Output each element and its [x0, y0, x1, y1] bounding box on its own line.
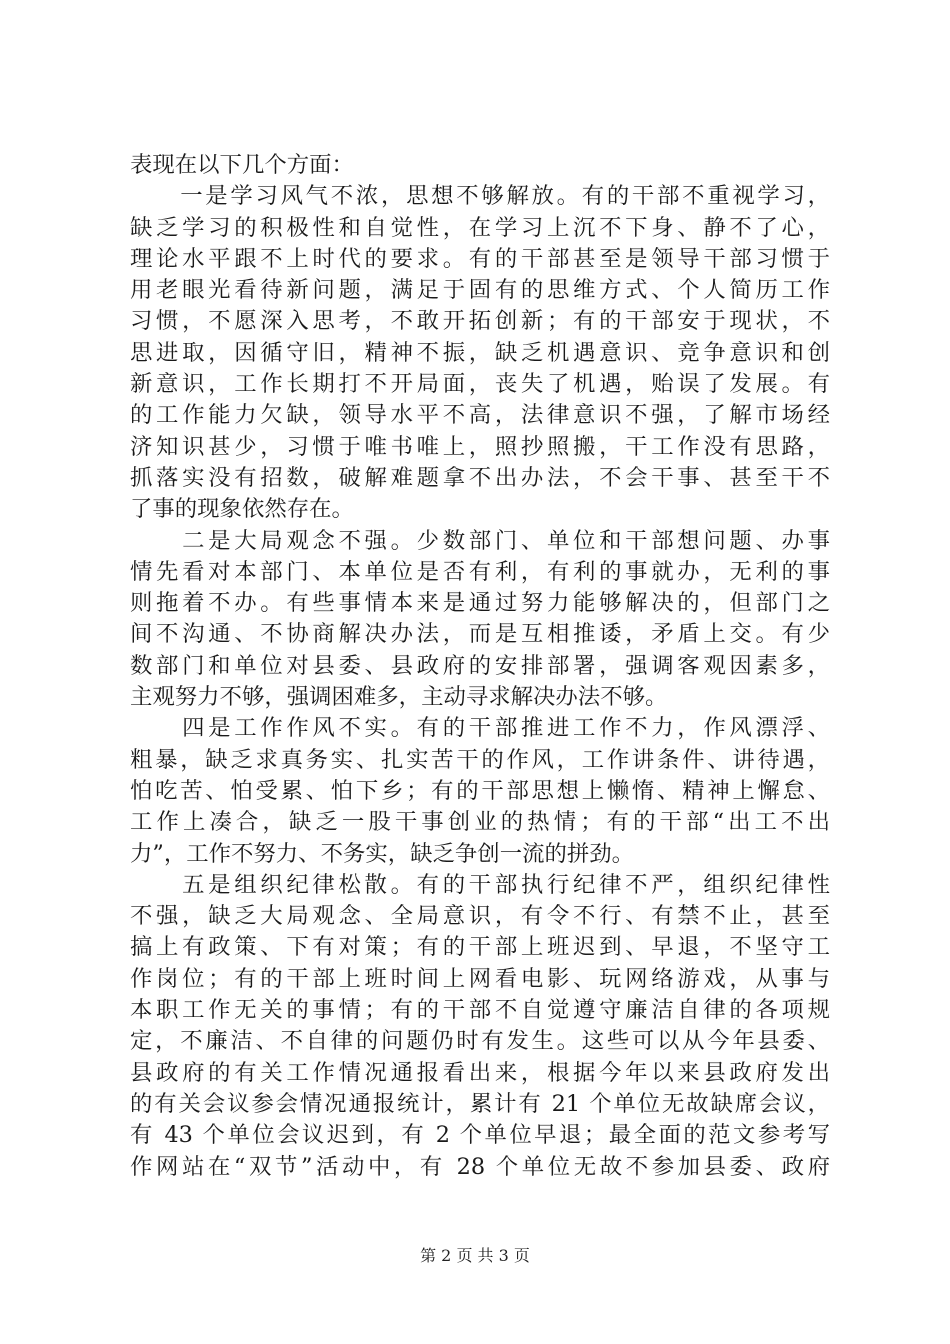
text-line: 数部门和单位对县委、县政府的安排部署，强调客观因素多，	[130, 652, 830, 679]
text-line: 粗暴，缺乏求真务实、扎实苦干的作风，工作讲条件、讲待遇，	[130, 746, 830, 773]
text-line: 了事的现象依然存在。	[130, 496, 354, 523]
page-footer: 第 2 页 共 3 页	[420, 1246, 530, 1265]
text-line: 作网站在“双节”活动中，有 28 个单位无故不参加县委、政府	[130, 1153, 830, 1180]
text-line: 一是学习风气不浓，思想不够解放。有的干部不重视学习，	[130, 183, 830, 210]
text-line: 习惯，不愿深入思考，不敢开拓创新；有的干部安于现状，不	[130, 308, 830, 335]
text-line: 县政府的有关工作情况通报看出来，根据今年以来县政府发出	[130, 1059, 830, 1086]
text-line: 四是工作作风不实。有的干部推进工作不力，作风漂浮、	[130, 715, 830, 742]
text-line: 定，不廉洁、不自律的问题仍时有发生。这些可以从今年县委、	[130, 1028, 830, 1055]
text-line: 五是组织纪律松散。有的干部执行纪律不严，组织纪律性	[130, 871, 830, 898]
text-line: 力”，工作不努力、不务实，缺乏争创一流的拼劲。	[130, 840, 635, 867]
text-line: 作岗位；有的干部上班时间上网看电影、玩网络游戏，从事与	[130, 965, 830, 992]
text-line: 间不沟通、不协商解决办法，而是互相推诿，矛盾上交。有少	[130, 621, 830, 648]
text-line: 新意识，工作长期打不开局面，丧失了机遇，贻误了发展。有	[130, 371, 830, 398]
text-line: 搞上有政策、下有对策；有的干部上班迟到、早退，不坚守工	[130, 934, 830, 961]
text-line: 二是大局观念不强。少数部门、单位和干部想问题、办事	[130, 527, 830, 554]
text-line: 不强，缺乏大局观念、全局意识，有令不行、有禁不止，甚至	[130, 903, 830, 930]
text-line: 本职工作无关的事情；有的干部不自觉遵守廉洁自律的各项规	[130, 997, 830, 1024]
text-line: 抓落实没有招数，破解难题拿不出办法，不会干事、甚至干不	[130, 464, 830, 491]
text-line: 主观努力不够，强调困难多，主动寻求解决办法不够。	[130, 684, 668, 711]
text-line: 情先看对本部门、本单位是否有利，有利的事就办，无利的事	[130, 558, 830, 585]
text-line: 理论水平跟不上时代的要求。有的干部甚至是领导干部习惯于	[130, 245, 830, 272]
text-line: 怕吃苦、怕受累、怕下乡；有的干部思想上懒惰、精神上懈怠、	[130, 777, 830, 804]
text-line: 用老眼光看待新问题，满足于固有的思维方式、个人简历工作	[130, 277, 830, 304]
text-line: 表现在以下几个方面：	[130, 152, 354, 178]
text-line: 的工作能力欠缺，领导水平不高，法律意识不强，了解市场经	[130, 402, 830, 429]
text-line: 则拖着不办。有些事情本来是通过努力能够解决的，但部门之	[130, 590, 830, 617]
text-line: 工作上凑合，缺乏一股干事创业的热情；有的干部“出工不出	[130, 809, 830, 836]
text-line: 济知识甚少，习惯于唯书唯上，照抄照搬，干工作没有思路，	[130, 433, 830, 460]
text-line: 缺乏学习的积极性和自觉性，在学习上沉不下身、静不了心，	[130, 214, 830, 241]
text-line: 的有关会议参会情况通报统计，累计有 21 个单位无故缺席会议，	[130, 1090, 830, 1117]
body-text	[130, 150, 830, 1183]
text-line: 思进取，因循守旧，精神不振，缺乏机遇意识、竞争意识和创	[130, 339, 830, 366]
text-line: 有 43 个单位会议迟到，有 2 个单位早退；最全面的范文参考写	[130, 1122, 830, 1149]
